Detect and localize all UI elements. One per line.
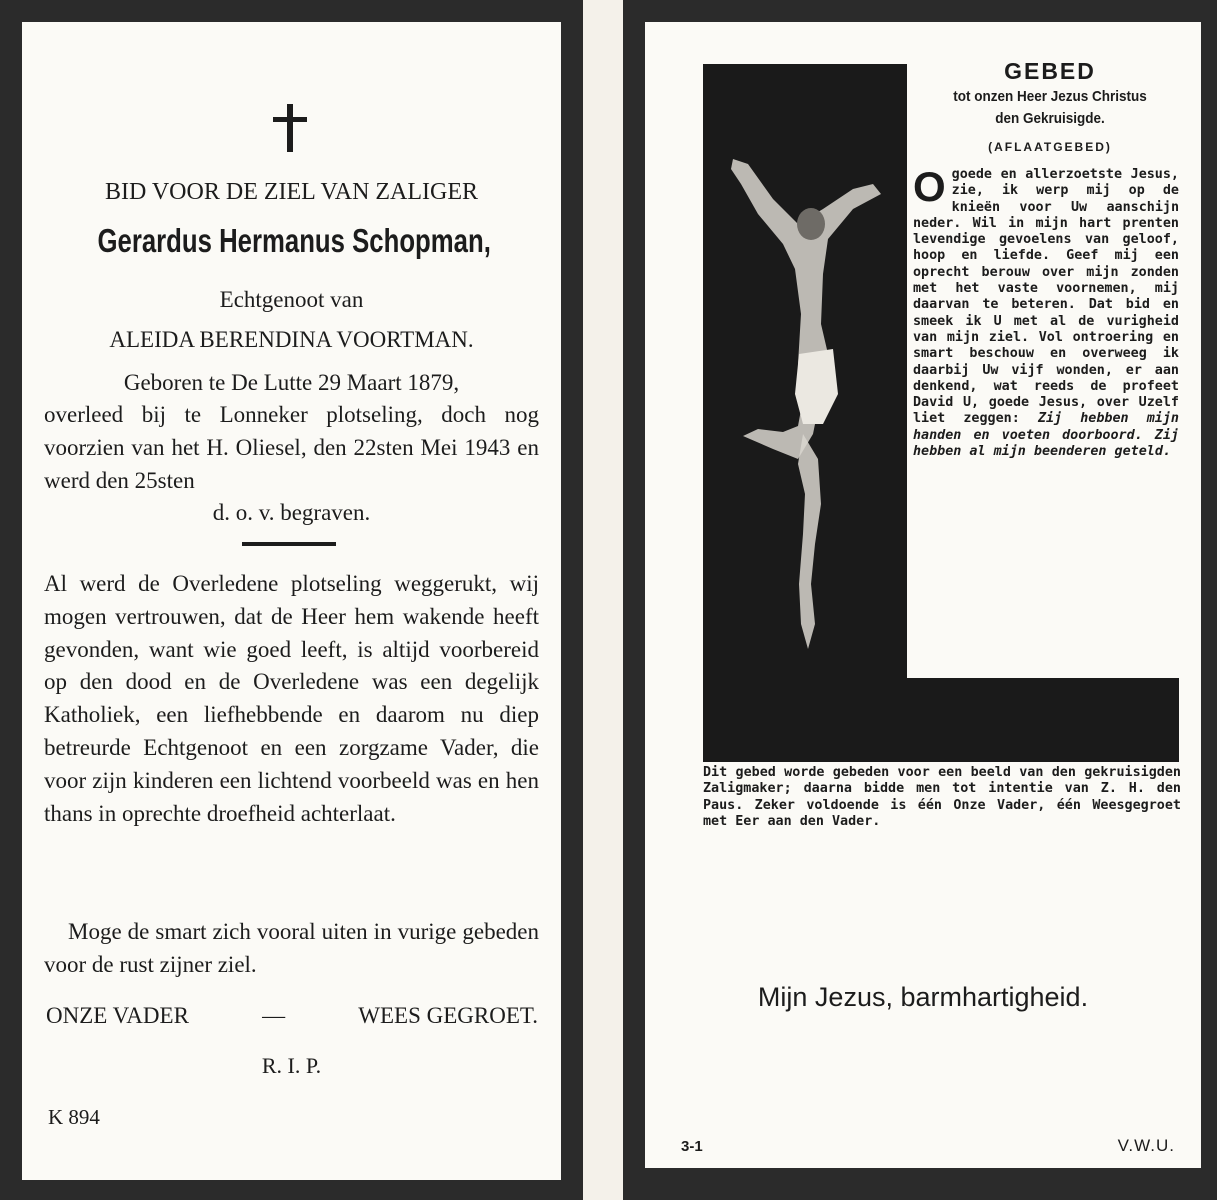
prayer-body-text: goede en allerzoetste Jesus, zie, ik werp mij op de knieën voor Uw aanschijn neder. Wil in mijn hart prenten levendige gevoelens van geloof, hoop en liefde. Geef mij een oprecht berouw over mijn zonden met het vaste voornemen, mij daarvan te beteren. Dat bid en smeek ik U met al de vurigheid van mijn ziel. Vol ontroering en smart beschouw en overweeg ik daarbij Uw vijf wonden, er aan denkend, wat reeds de profeet David U, goede Jesus, over Uzelf liet zeggen:: [913, 167, 1179, 427]
wish-text: Moge de smart zich vooral uiten in vurige gebeden voor de rust zijner ziel.: [44, 919, 539, 977]
prayer-row: [46, 1003, 538, 1029]
motto: Mijn Jezus, barmhartigheid.: [757, 982, 1089, 1012]
memorial-card-back: [623, 0, 1217, 1200]
burial-line: d. o. v. begraven.: [212, 500, 371, 525]
relation-label: Echtgenoot van: [219, 287, 364, 312]
cross-icon: [270, 104, 310, 152]
eulogy-text: Al werd de Overledene plotseling weggerukt, wij mogen vertrouwen, dat de Heer hem wakende heeft gevonden, want wie goed leeft, is altijd voorbereid op den dood en de Overledene was een degelijk Katholiek, een liefhebbende en daarom nu diep betreurde Echtgenoot en een zorgzame Vader, die voor zijn kinderen een lichtend voorbeeld was en hen thans in oprechte droefheid achterlaat.: [44, 571, 539, 826]
prayer-subtitle-2: den Gekruisigde.: [995, 110, 1105, 127]
spouse-name: ALEIDA BERENDINA VOORTMAN.: [109, 327, 474, 352]
crucifix-figure-icon: [703, 64, 907, 762]
invocation-heading: BID VOOR DE ZIEL VAN ZALIGER: [104, 179, 479, 205]
prayer-body: [913, 163, 1179, 460]
card-back-paper: [645, 22, 1201, 1168]
prayer-subtitle-1: tot onzen Heer Jezus Christus: [953, 88, 1147, 105]
code-left: 3-1: [681, 1138, 703, 1155]
divider: [242, 542, 336, 546]
prayer-instructions: Dit gebed worde gebeden voor een beeld van den gekruisigden Zaligmaker; daarna bidde men tot intentie van Z. H. den Paus. Zeker voldoende is één Onze Vader, één Weesgegroet met Eer aan den Vader.: [703, 765, 1181, 829]
dropcap: O: [913, 163, 946, 210]
prayer-quote: Zij hebben mijn handen en voeten doorboord. Zij hebben al mijn beenderen geteld.: [913, 411, 1179, 460]
birth-line: Geboren te De Lutte 29 Maart 1879,: [123, 370, 460, 395]
death-text: overleed bij te Lonneker plotseling, doch nog voorzien van het H. Oliesel, den 22sten Mei 1943 en werd den 25sten: [44, 402, 539, 493]
print-code: K 894: [48, 1105, 100, 1129]
prayer-title: GEBED: [1004, 58, 1096, 84]
rip-text: R. I. P.: [261, 1053, 322, 1078]
code-right: V.W.U.: [1117, 1136, 1175, 1155]
card-front-paper: [22, 22, 561, 1180]
prayer-onze-vader: ONZE VADER: [46, 1003, 189, 1028]
prayer-dash: —: [262, 1003, 286, 1028]
prayer-wees-gegroet: WEES GEGROET.: [358, 1003, 538, 1028]
prayer-subtitle-3: (AFLAATGEBED): [988, 140, 1112, 154]
memorial-card-front: [0, 0, 583, 1200]
deceased-name: Gerardus Hermanus Schopman,: [97, 222, 491, 259]
